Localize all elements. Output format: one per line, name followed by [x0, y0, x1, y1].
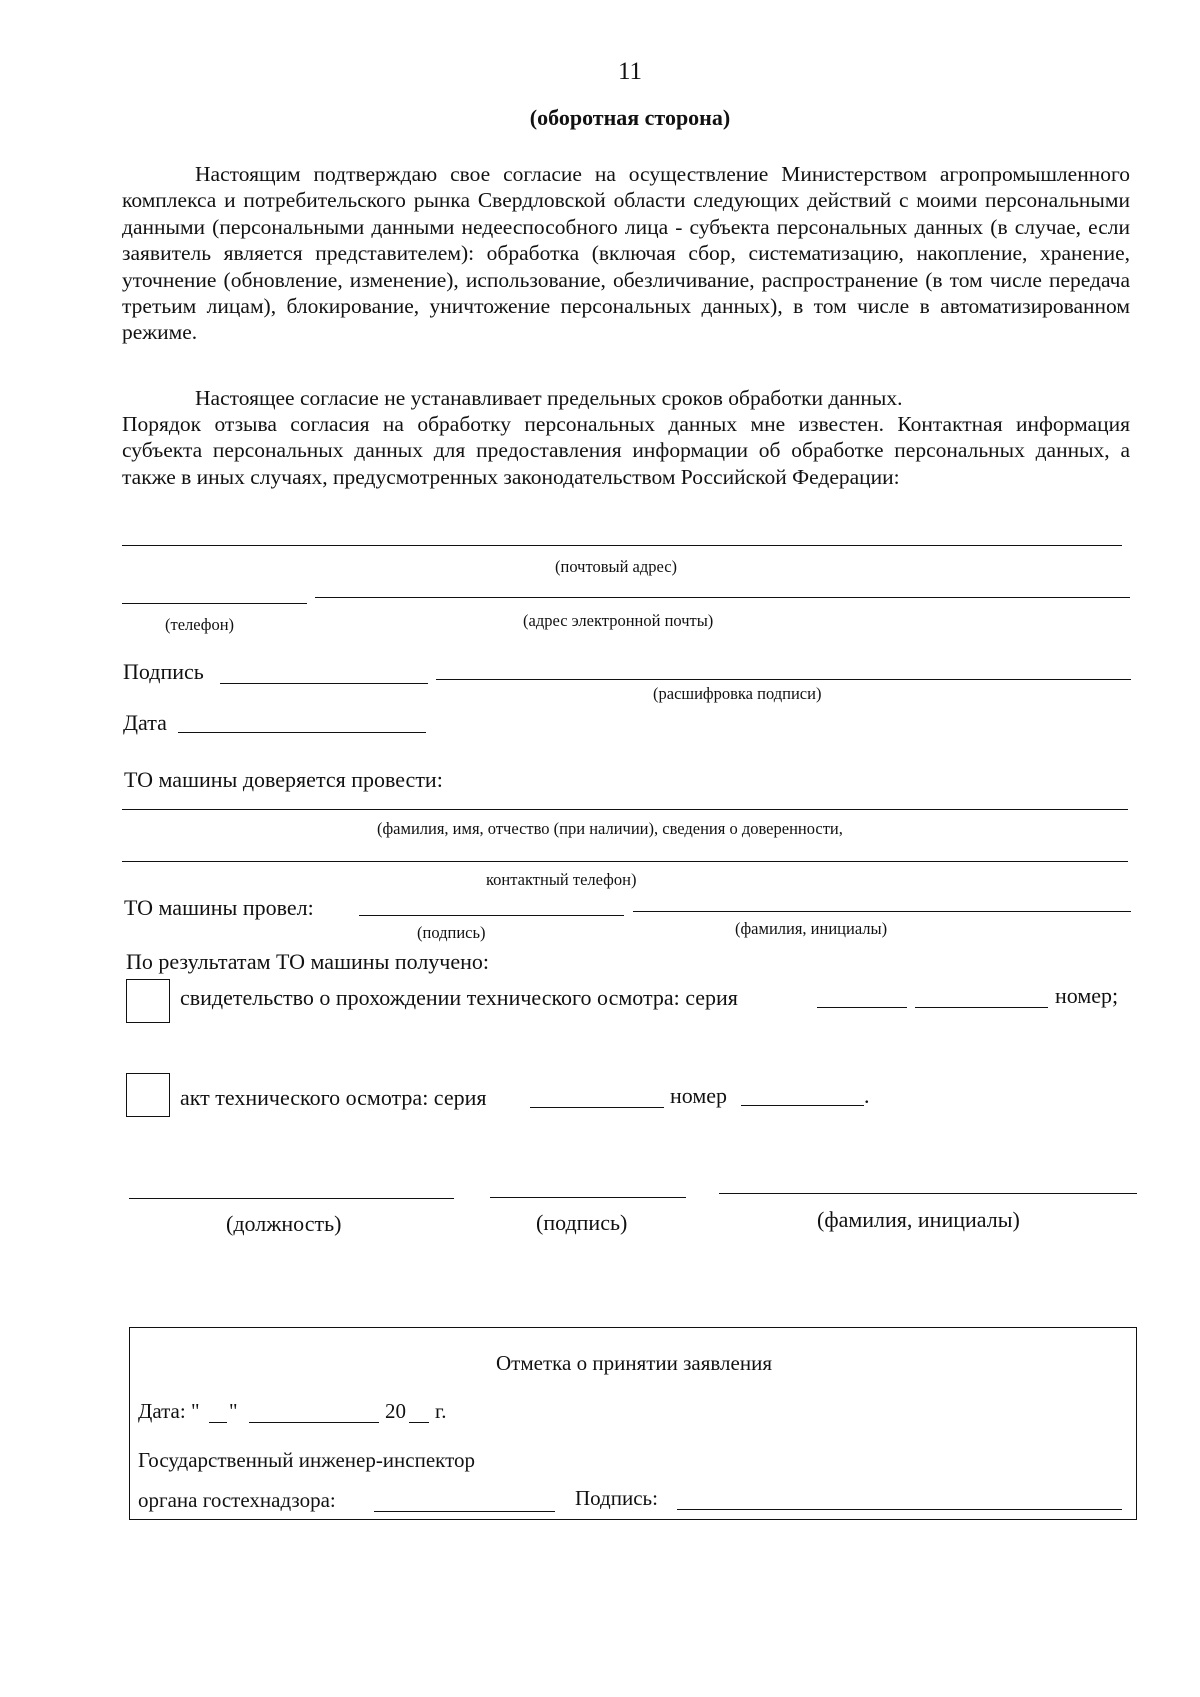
position-caption: (должность) — [226, 1211, 342, 1236]
certificate-label: свидетельство о прохождении технического осмотра: серия — [180, 985, 738, 1010]
email-caption: (адрес электронной почты) — [523, 611, 714, 630]
stamp-year-line[interactable] — [409, 1422, 429, 1423]
entrusted-fio-caption: (фамилия, имя, отчество (при наличии), сведения о доверенности, — [377, 819, 843, 838]
official-signature-line[interactable] — [490, 1197, 686, 1198]
stamp-inspector-label: Государственный инженер-инспектор — [138, 1448, 475, 1472]
side-title: (оборотная сторона) — [529, 105, 731, 130]
consent-paragraph: Настоящим подтверждаю свое согласие на осуществление Министерством агропромышленного комплекса и потребительского рынка Свердловской области следующих действий с моими персональными данными (персональными данными недееспособного лица - субъекта персональных данных (в случае, если заявитель является представителем): обработка (включая сбор, систематизацию, накопление, хранение, уточнение (обновление, изменение), использование, обезличивание, распространение (в том числе передача третьим лицам), блокирование, уничтожение персональных данных), в том числе в автоматизированном режиме. — [122, 162, 1130, 345]
position-line[interactable] — [129, 1198, 454, 1199]
date-label: Дата — [123, 710, 167, 735]
stamp-signature-line[interactable] — [677, 1509, 1122, 1510]
certificate-series-line-2[interactable] — [915, 1007, 1048, 1008]
certificate-number-label: номер; — [1055, 983, 1119, 1008]
entrusted-fio-line[interactable] — [122, 809, 1128, 810]
acceptance-mark-title: Отметка о принятии заявления — [496, 1351, 772, 1375]
to-done-signature-line[interactable] — [359, 915, 624, 916]
term-paragraph: Настоящее согласие не устанавливает предельных сроков обработки данных. — [195, 386, 903, 410]
stamp-day-line[interactable] — [209, 1422, 227, 1423]
to-entrusted-label: ТО машины доверяется провести: — [124, 767, 443, 792]
postal-address-caption: (почтовый адрес) — [555, 557, 678, 576]
to-done-signature-caption: (подпись) — [417, 923, 486, 942]
page-number: 11 — [617, 58, 643, 85]
contact-paragraph: Порядок отзыва согласия на обработку персональных данных мне известен. Контактная информация субъекта персональных данных для предоставления информации об обработке персональных данных, а также в иных случаях, предусмотренных законодательством Российской Федерации: — [122, 412, 1130, 489]
signature-line[interactable] — [220, 683, 428, 684]
acceptance-mark-box — [129, 1327, 1137, 1520]
act-series-line[interactable] — [530, 1107, 664, 1108]
to-done-fio-line[interactable] — [633, 911, 1131, 912]
stamp-agency-label: органа гостехнадзора: — [138, 1488, 336, 1512]
email-line[interactable] — [315, 597, 1130, 598]
stamp-date-prefix: Дата: " — [138, 1399, 200, 1423]
stamp-date-quote: " — [229, 1399, 238, 1423]
signature-decode-line[interactable] — [436, 679, 1131, 680]
postal-address-line[interactable] — [122, 545, 1122, 546]
act-number-line[interactable] — [741, 1105, 864, 1106]
phone-caption: (телефон) — [165, 615, 235, 634]
to-done-label: ТО машины провел: — [124, 895, 314, 920]
phone-line[interactable] — [122, 603, 307, 604]
stamp-year-prefix: 20 — [385, 1399, 406, 1423]
to-done-fio-caption: (фамилия, инициалы) — [735, 919, 888, 938]
stamp-year-suffix: г. — [435, 1399, 447, 1423]
official-fio-caption: (фамилия, инициалы) — [817, 1207, 1020, 1232]
stamp-agency-line[interactable] — [374, 1511, 555, 1512]
stamp-month-line[interactable] — [249, 1422, 379, 1423]
signature-decode-caption: (расшифровка подписи) — [653, 684, 822, 703]
official-fio-line[interactable] — [719, 1193, 1137, 1194]
stamp-signature-label: Подпись: — [575, 1486, 658, 1510]
act-number-label: номер — [670, 1083, 728, 1108]
entrusted-contact-line[interactable] — [122, 861, 1128, 862]
certificate-series-line-1[interactable] — [817, 1007, 907, 1008]
entrusted-contact-caption: контактный телефон) — [486, 870, 637, 889]
act-checkbox[interactable] — [126, 1073, 170, 1117]
signature-label: Подпись — [123, 659, 204, 684]
date-line[interactable] — [178, 732, 426, 733]
official-signature-caption: (подпись) — [536, 1210, 628, 1235]
act-label: акт технического осмотра: серия — [180, 1085, 487, 1110]
act-end-mark: . — [864, 1083, 870, 1108]
results-label: По результатам ТО машины получено: — [126, 949, 490, 974]
certificate-checkbox[interactable] — [126, 979, 170, 1023]
